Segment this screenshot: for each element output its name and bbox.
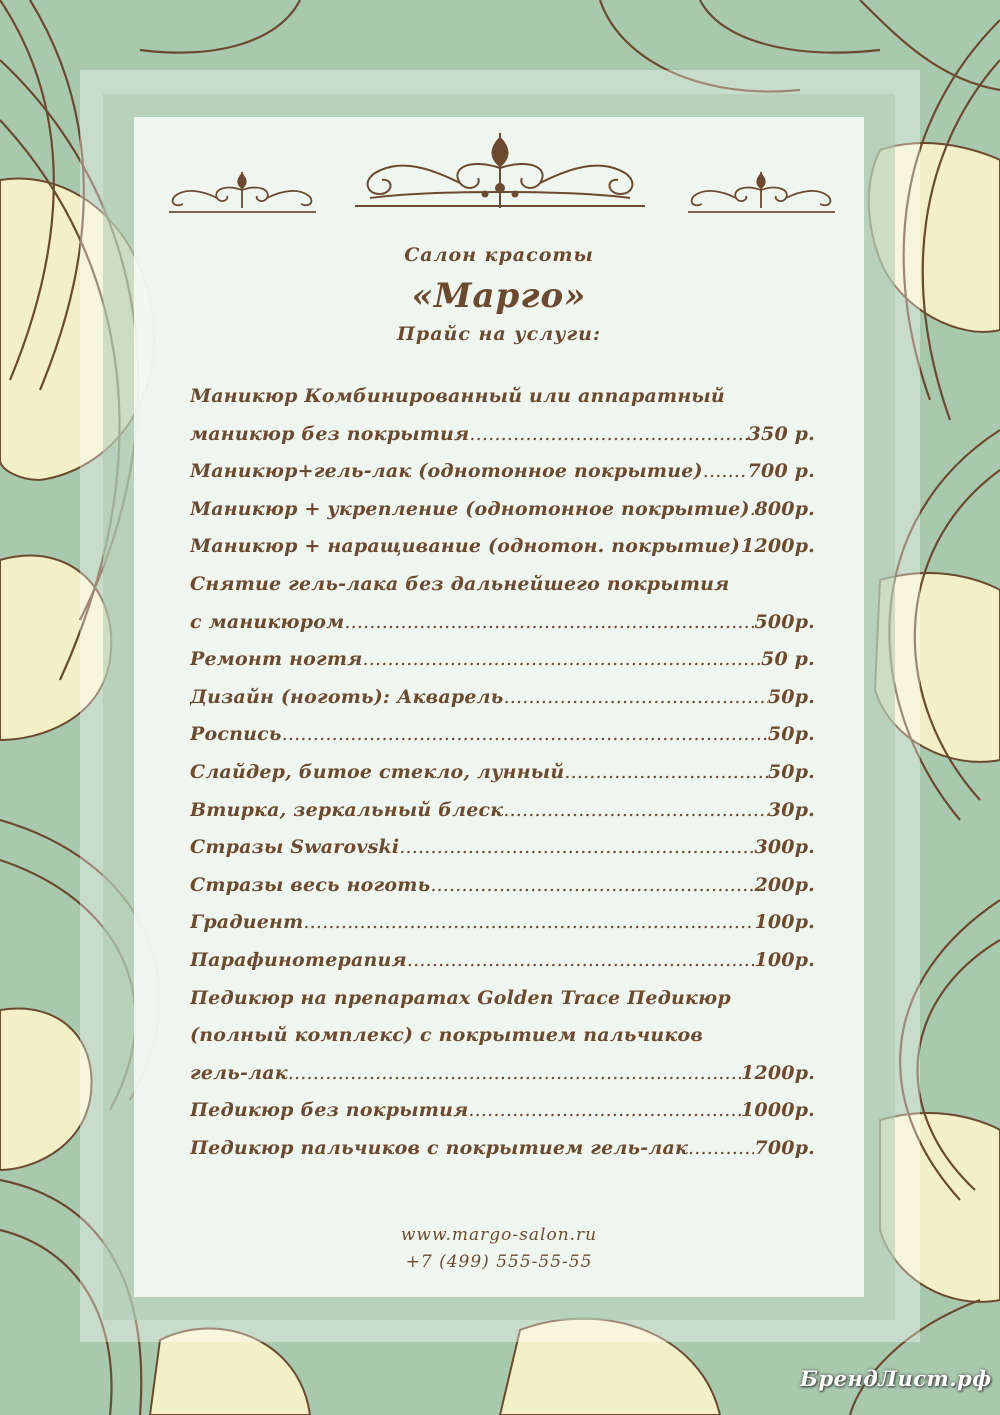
service-price: 1200р. xyxy=(741,535,815,558)
dot-leader xyxy=(282,716,768,754)
ornament-left xyxy=(165,168,320,216)
price-row xyxy=(190,1092,815,1130)
price-list xyxy=(190,378,815,1167)
service-text: Педикюр на препаратах Golden Trace Педикюр xyxy=(190,986,731,1009)
price-row xyxy=(190,792,815,830)
service-price: 50р. xyxy=(767,760,815,783)
service-label: Педикюр без покрытия xyxy=(190,1099,469,1122)
service-price: 350 р. xyxy=(747,422,815,445)
leaf-shape xyxy=(0,1008,92,1170)
ornament-right xyxy=(684,168,839,216)
service-price: 30р. xyxy=(767,798,815,821)
service-price: 800р. xyxy=(754,497,815,520)
service-label: Стразы Swarovski xyxy=(190,836,400,859)
dot-leader xyxy=(344,604,754,642)
dot-leader xyxy=(564,754,768,792)
service-label: с маникюром xyxy=(190,610,345,633)
service-price: 300р. xyxy=(754,836,815,859)
service-label: маникюр без покрытия xyxy=(190,422,470,445)
service-label: Парафинотерапия xyxy=(190,948,407,971)
dot-leader xyxy=(288,1055,741,1093)
service-price: 50р. xyxy=(767,723,815,746)
dot-leader xyxy=(504,679,768,717)
service-label: Маникюр + укрепление (однотонное покрытие) xyxy=(190,497,750,520)
price-row xyxy=(190,453,815,491)
service-label: Стразы весь ноготь xyxy=(190,873,431,896)
service-label: гель-лак xyxy=(190,1061,288,1084)
price-row xyxy=(190,604,815,642)
dot-leader xyxy=(303,904,754,942)
service-label: Градиент xyxy=(190,911,304,934)
service-price: 700р. xyxy=(754,1136,815,1159)
price-row xyxy=(190,491,815,529)
dot-leader xyxy=(430,867,754,905)
price-row xyxy=(190,904,815,942)
dot-leader xyxy=(468,1092,741,1130)
price-row xyxy=(190,867,815,905)
price-title: Прайс на услуги: xyxy=(396,323,602,345)
price-row xyxy=(190,980,815,1018)
service-label: Втирка, зеркальный блеск xyxy=(190,798,504,821)
dot-leader xyxy=(469,416,747,454)
ornament-center xyxy=(350,128,650,213)
dot-leader xyxy=(399,829,754,867)
price-row xyxy=(190,754,815,792)
dot-leader xyxy=(688,1130,754,1168)
website-link[interactable]: www.margo-salon.ru xyxy=(400,1225,598,1245)
dot-leader xyxy=(407,942,755,980)
service-label: Слайдер, битое стекло, лунный xyxy=(190,760,565,783)
service-price: 50 р. xyxy=(761,648,815,671)
price-row xyxy=(190,416,815,454)
price-row xyxy=(190,942,815,980)
price-row xyxy=(190,1130,815,1168)
service-label: Педикюр пальчиков с покрытием гель-лак xyxy=(190,1136,689,1159)
service-label: Дизайн (ноготь): Акварель xyxy=(190,685,504,708)
price-row xyxy=(190,641,815,679)
service-text: (полный комплекс) с покрытием пальчиков xyxy=(190,1024,704,1047)
service-label: Маникюр + наращивание (однотон. покрытие) xyxy=(190,535,741,558)
service-label: Роспись xyxy=(190,723,282,746)
service-label: Ремонт ногтя xyxy=(190,648,363,671)
phone-number: +7 (499) 555-55-55 xyxy=(405,1252,593,1272)
service-price: 1200р. xyxy=(741,1061,815,1084)
dot-leader xyxy=(503,792,768,830)
price-row xyxy=(190,566,815,604)
service-price: 100р. xyxy=(754,911,815,934)
service-price: 200р. xyxy=(754,873,815,896)
salon-name: «Марго» xyxy=(411,276,587,316)
service-text: Снятие гель-лака без дальнейшего покрытия xyxy=(190,572,730,595)
price-row xyxy=(190,378,815,416)
salon-label: Салон красоты xyxy=(404,244,594,266)
price-row xyxy=(190,829,815,867)
service-price: 50р. xyxy=(767,685,815,708)
service-price: 1000р. xyxy=(741,1099,815,1122)
service-text: Маникюр Комбинированный или аппаратный xyxy=(190,385,725,407)
service-label: Маникюр+гель-лак (однотонное покрытие) xyxy=(190,460,703,483)
dot-leader xyxy=(363,641,762,679)
service-price: 700 р. xyxy=(747,460,815,483)
dot-leader xyxy=(703,453,748,491)
service-price: 100р. xyxy=(754,948,815,971)
service-price: 500р. xyxy=(754,610,815,633)
watermark: БрендЛист.рф xyxy=(800,1366,992,1391)
price-row xyxy=(190,679,815,717)
price-row xyxy=(190,1017,815,1055)
price-row xyxy=(190,528,815,566)
price-row xyxy=(190,716,815,754)
price-row xyxy=(190,1055,815,1093)
